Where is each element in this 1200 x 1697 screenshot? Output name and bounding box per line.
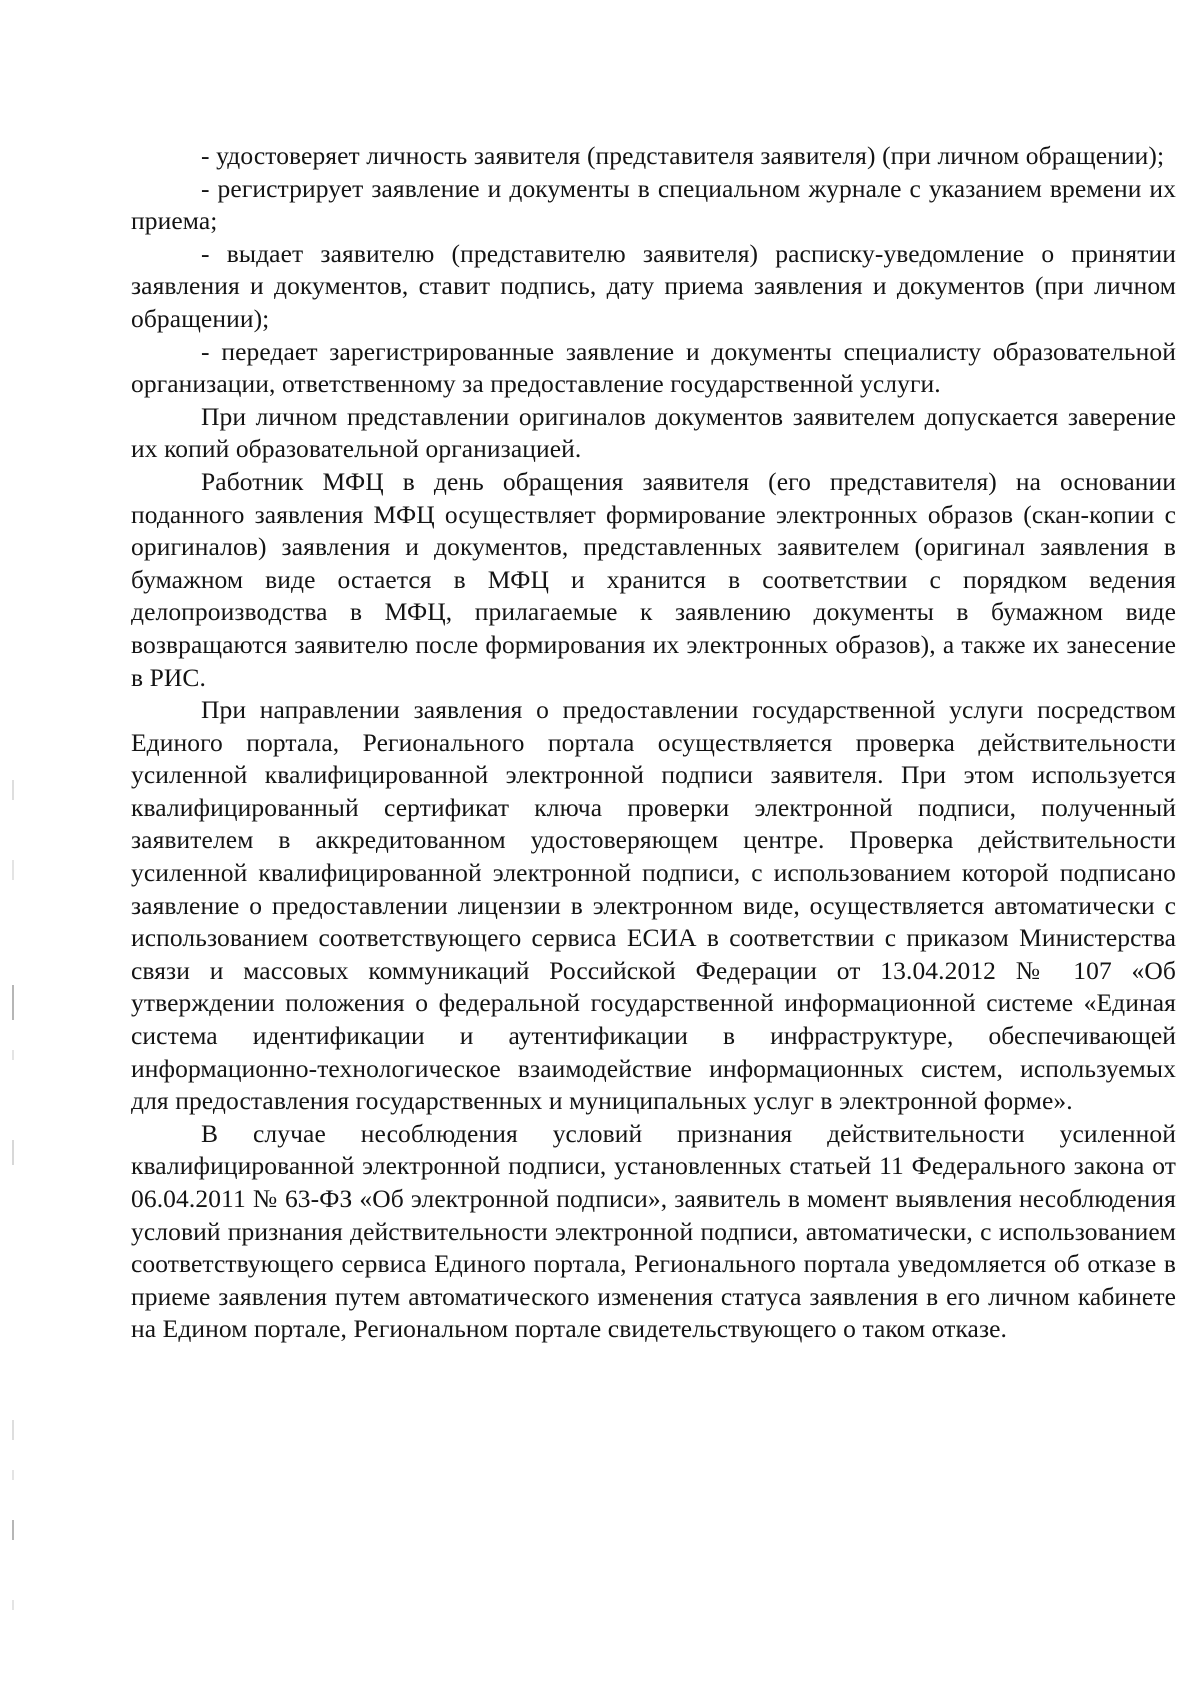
paragraph-originals: При личном представлении оригиналов документов заявителем допускается заверение их копий образовательной организацией.	[131, 401, 1176, 464]
paragraph-identity-check: - удостоверяет личность заявителя (представителя заявителя) (при личном обращении);	[201, 141, 1165, 170]
paragraph-mfc-worker: Работник МФЦ в день обращения заявителя (его представителя) на основании поданного заявления МФЦ осуществляет формирование электронных образов (скан-копии с оригиналов) заявления и документов, представленных заявителем (оригинал заявления в бумажном виде остается в МФЦ и хранится в соответствии с порядком ведения делопроизводства в МФЦ, прилагаемые к заявлению документы в бумажном виде возвращаются заявителю после формирования их электронных образов), а также их занесение в РИС.	[131, 466, 1176, 692]
paragraph-electronic-signature-check: При направлении заявления о предоставлении государственной услуги посредством Единого портала, Регионального портала осуществляется проверка действительности усиленной квалифицированной электронной подписи заявителя. При этом используется квалифицированный сертификат ключа проверки электронной подписи, полученный заявителем в аккредитованном удостоверяющем центре. Проверка действительности усиленной квалифицированной электронной подписи, с использованием которой подписано заявление о предоставлении лицензии в электронном виде, осуществляется автоматически с использованием соответствующего сервиса ЕСИА в соответствии с приказом Министерства связи и массовых коммуникаций Российской Федерации от 13.04.2012 № 107 «Об утверждении положения о федеральной государственной информационной системе «Единая система идентификации и аутентификации в инфраструктуре, обеспечивающей информационно-технологическое взаимодействие информационных систем, используемых для предоставления государственных и муниципальных услуг в электронной форме».	[131, 695, 1176, 1116]
scan-margin-marks	[0, 0, 40, 1697]
paragraph-registration: - регистрирует заявление и документы в специальном журнале с указанием времени их приема;	[131, 173, 1176, 236]
paragraph-transfer: - передает зарегистрированные заявление и документы специалисту образовательной организации, ответственному за предоставление государственной услуги.	[131, 336, 1176, 399]
paragraph-receipt: - выдает заявителю (представителю заявителя) расписку-уведомление о принятии заявления и документов, ставит подпись, дату приема заявления и документов (при личном обращении);	[131, 238, 1176, 333]
document-body	[131, 140, 1176, 1346]
paragraph-signature-failure: В случае несоблюдения условий признания действительности усиленной квалифицированной электронной подписи, установленных статьей 11 Федерального закона от 06.04.2011 № 63-ФЗ «Об электронной подписи», заявитель в момент выявления несоблюдения условий признания действительности электронной подписи, автоматически, с использованием соответствующего сервиса Единого портала, Регионального портала уведомляется об отказе в приеме заявления путем автоматического изменения статуса заявления в его личном кабинете на Едином портале, Региональном портале свидетельствующего о таком отказе.	[131, 1118, 1176, 1344]
